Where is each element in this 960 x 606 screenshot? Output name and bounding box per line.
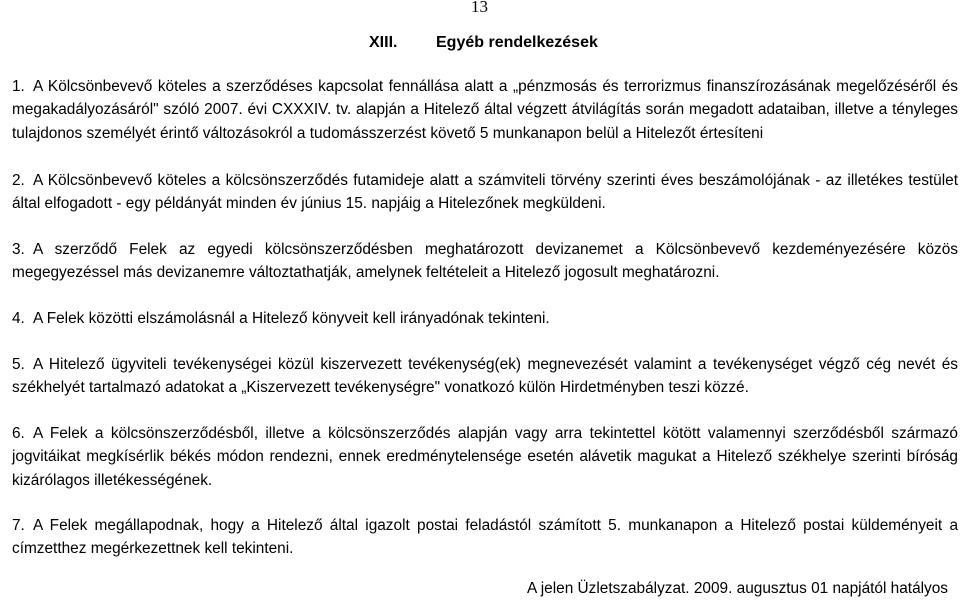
paragraph-number: 7.: [12, 517, 25, 534]
paragraph-2: [12, 169, 958, 216]
section-heading: [369, 34, 598, 52]
paragraph-7: [12, 514, 958, 561]
closing-statement: A jelen Üzletszabályzat. 2009. augusztus 01 napjától hatályos: [527, 580, 948, 597]
paragraph-text: A Kölcsönbevevő köteles a szerződéses kapcsolat fennállása alatt a „pénzmosás és terrorizmus finanszírozásának megelőzéséről és megakadályozásáról" szóló 2007. évi CXXXIV. tv. alapján a Hitelező által végzett átvilágítás során megadott adataiban, illetve a tényleges tulajdonos személyét érintő változásokról a tudomásszerzést követő 5 munkanapon belül a Hitelezőt értesíteni: [12, 78, 958, 142]
paragraph-number: 6.: [12, 425, 25, 442]
paragraph-text: A Felek közötti elszámolásnál a Hitelező könyveit kell irányadónak tekinteni.: [33, 310, 550, 327]
paragraph-number: 5.: [12, 356, 25, 373]
paragraph-text: A Felek megállapodnak, hogy a Hitelező által igazolt postai feladástól számított 5. munkanapon a Hitelező postai küldeményeit a címzetthez megérkezettnek kell tekinteni.: [12, 517, 958, 558]
paragraph-text: A Hitelező ügyviteli tevékenységei közül kiszervezett tevékenység(ek) megnevezését valamint a tevékenységet végző cég nevét és székhelyét tartalmazó adatokat a „Kiszervezett tevékenységre" vonatkozó külön Hirdetményben teszi közzé.: [12, 356, 958, 397]
paragraph-number: 4.: [12, 310, 25, 327]
paragraph-text: A Felek a kölcsönszerződésből, illetve a kölcsönszerződés alapján vagy arra tekintettel kötött valamennyi szerződésből származó jogvitáikat megkísérlik békés módon rendezni, ennek eredménytelensége esetén alávetik magukat a Hitelező székhelye szerinti bíróság kizárólagos illetékességének.: [12, 425, 958, 489]
paragraph-number: 3.: [12, 241, 25, 258]
page-number: 13: [471, 0, 488, 16]
paragraph-text: A Kölcsönbevevő köteles a kölcsönszerződés futamideje alatt a számviteli törvény szerinti éves beszámolójának - az illetékes testület által elfogadott - egy példányát minden év június 15. napjáig a Hitelezőnek megküldeni.: [12, 172, 958, 213]
section-roman-numeral: XIII.: [369, 34, 398, 51]
paragraph-5: [12, 353, 958, 400]
paragraph-3: [12, 238, 958, 285]
paragraph-text: A szerződő Felek az egyedi kölcsönszerződésben meghatározott devizanemet a Kölcsönbevevő kezdeményezésére közös megegyezéssel más devizanemre változtathatják, amelynek feltételeit a Hitelező jogosult meghatározni.: [12, 241, 958, 282]
paragraph-6: [12, 422, 958, 492]
section-title: Egyéb rendelkezések: [436, 34, 598, 51]
paragraph-number: 1.: [12, 78, 25, 95]
paragraph-number: 2.: [12, 172, 25, 189]
paragraph-4: [12, 307, 958, 330]
paragraph-1: [12, 75, 958, 145]
